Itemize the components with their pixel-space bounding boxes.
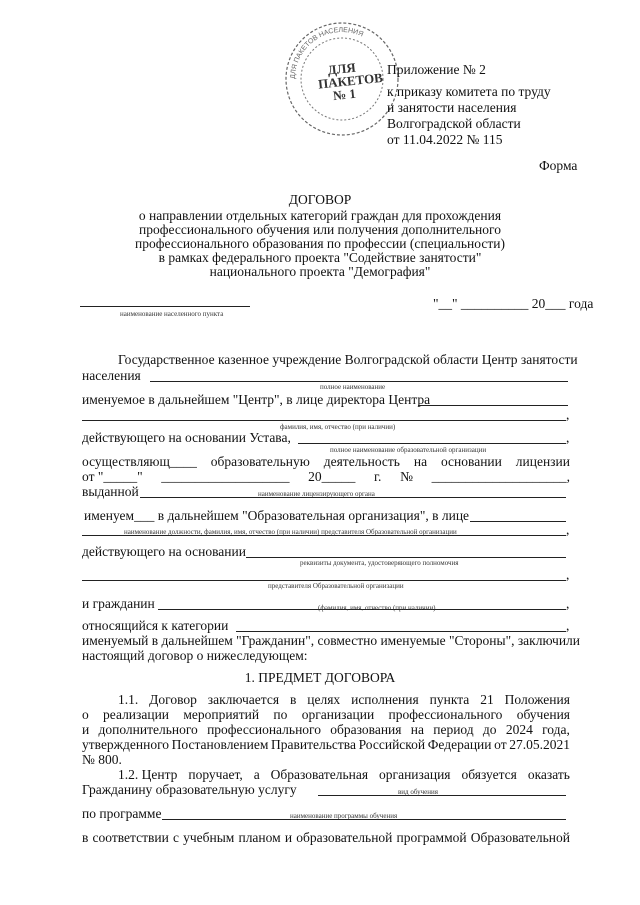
form-label: Форма (539, 158, 578, 173)
doc-title-line1: о направлении отдельных категорий граждан для прохождения (138, 208, 502, 223)
p1-line5: № 800. (82, 752, 122, 767)
full-name-line (150, 381, 568, 382)
intro-line12: именуемый в дальнейшем "Гражданин", совместно именуемые "Стороны", заключили (82, 633, 581, 648)
intro-line11: относящийся к категории (82, 618, 229, 633)
p2-line1: 1.2. Центр поручает, а Образовательная организация обязуется оказать (118, 767, 570, 782)
caption-doc: реквизиты документа, удостоверяющего полномочия (300, 559, 459, 567)
category-line (236, 631, 566, 632)
rep2-line (82, 580, 566, 581)
doc-title-line5: национального проекта "Демография" (209, 264, 431, 279)
place-line (80, 306, 250, 307)
p1-line2: о реализации мероприятий по организации профессионального обучения (82, 707, 570, 722)
p2-line2: Гражданину образовательную услугу (82, 782, 297, 797)
caption-kind: вид обучения (398, 788, 438, 796)
caption-rep2: представителя Образовательной организации (268, 582, 404, 590)
director-fio-line (82, 420, 566, 421)
p2-line3: по программе (82, 806, 162, 821)
comma5: , (566, 596, 570, 611)
caption-rep: наименование должности, фамилия, имя, отчество (при наличии) представителя Образовательной организации (124, 528, 457, 536)
appendix-line2: к приказу комитета по труду (387, 84, 551, 99)
p2-line4: в соответствии с учебным планом и образовательной программой Образовательной (82, 830, 570, 845)
doc-title-line3: профессионального образования по профессии (специальности) (135, 236, 505, 251)
intro-line13: настоящий договор о нижеследующем: (82, 648, 308, 663)
caption-prog: наименование программы обучения (290, 812, 398, 820)
intro-line8: именуем___ в дальнейшем "Образовательная организация", в лице (84, 508, 470, 523)
appendix-line5: от 11.04.2022 № 115 (387, 132, 503, 147)
doc-heading: ДОГОВОР (288, 192, 352, 207)
doc-line (246, 557, 566, 558)
comma3: , (566, 522, 570, 537)
stamp-ring-text: ДЛЯ ПАКЕТОВ НАСЕЛЕНИЯ (289, 26, 365, 80)
caption-fio: фамилия, имя, отчество (при наличии) (280, 423, 396, 431)
caption-full-name: полное наименование (320, 383, 386, 391)
rep-line-a (470, 521, 566, 522)
p1-line4: утвержденного Постановлением Правительства Российской Федерации от 27.05.2021 (82, 737, 570, 752)
contract-date: "__" __________ 20___ года (433, 296, 594, 311)
appendix-line3: и занятости населения (387, 100, 517, 115)
comma2: , (566, 430, 570, 445)
caption-fio2: (фамилия, имя, отчество (при наличии) (318, 604, 436, 612)
intro-line6: от "_____" ___________________ 20_____ г. № ____________________, (82, 469, 570, 484)
intro-line7: выданной (82, 484, 139, 499)
director-line (418, 405, 568, 406)
section1-heading: 1. ПРЕДМЕТ ДОГОВОРА (244, 670, 396, 685)
intro-line2: населения (82, 368, 141, 383)
org-line (298, 443, 566, 444)
intro-line4: действующего на основании Устава, (82, 430, 291, 445)
appendix-line4: Волгоградской области (387, 116, 521, 131)
comma: , (566, 407, 570, 422)
appendix-title: Приложение № 2 (387, 62, 486, 77)
comma6: , (566, 618, 570, 633)
intro-line5: осуществляющ____ образовательную деятельность на основании лицензии (82, 454, 570, 469)
kind-line (318, 795, 566, 796)
p1-line3: и дополнительного профессионального образования на период до 2024 года, (82, 722, 570, 737)
intro-line3: именуемое в дальнейшем "Центр", в лице директора Центра (82, 392, 431, 407)
comma4: , (566, 567, 570, 582)
caption-lic: наименование лицензирующего органа (258, 490, 375, 498)
doc-title-line4: в рамках федерального проекта "Содействие занятости" (158, 250, 482, 265)
doc-title-line2: профессионального обучения или получения дополнительного (139, 222, 501, 237)
stamp-text: ДЛЯ ПАКЕТОВ № 1 (317, 59, 384, 104)
intro-line9: действующего на основании (82, 544, 246, 559)
intro-line1: Государственное казенное учреждение Волгоградской области Центр занятости (118, 352, 578, 367)
caption-org: полное наименование образовательной организации (330, 446, 487, 454)
intro-line10: и гражданин (82, 596, 155, 611)
place-caption: наименование населенного пункта (120, 310, 224, 318)
p1-line1: 1.1. Договор заключается в целях исполнения пункта 21 Положения (118, 692, 570, 707)
